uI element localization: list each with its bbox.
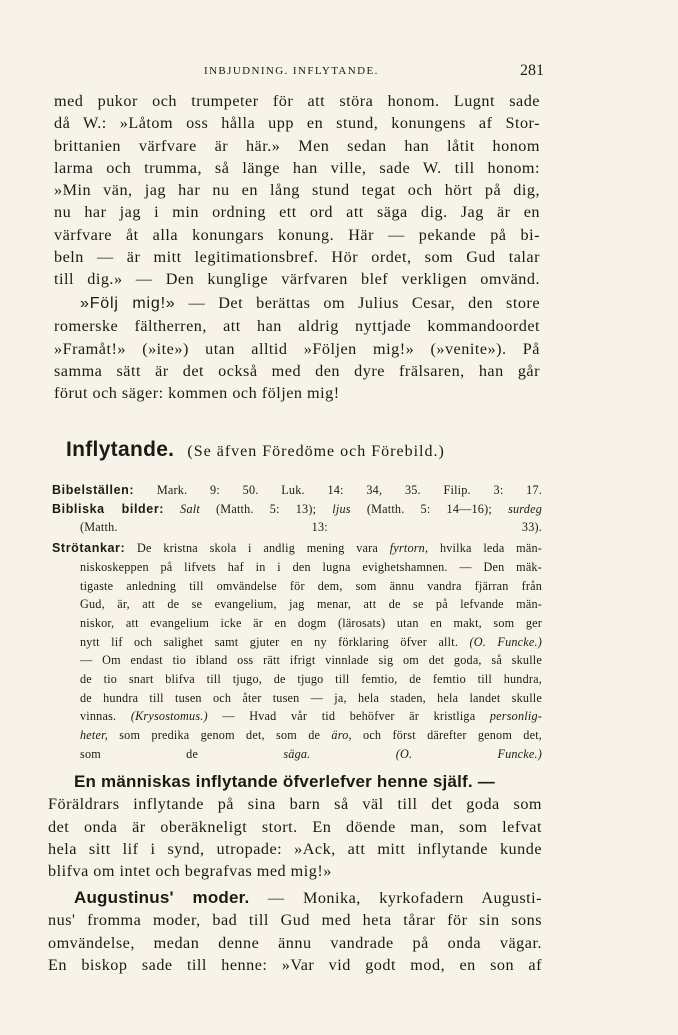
subsection-title: En människas inflytande öfverlefver henne själf. —	[74, 772, 495, 791]
text-fragment: och först därefter genom det,	[363, 728, 542, 743]
text-fragment: nytt lif och salighet samt gjuter en ny förklaring öfver allt.	[80, 634, 459, 649]
text-line: med pukor och trumpeter för att störa honom. Lugnt sade	[54, 92, 540, 110]
text-line: romerske fältherren, att han aldrig nyttjade kommandoordet	[54, 317, 540, 336]
text-line: nu har jag i min ordning ett ord att säga dig. Jag är en	[54, 203, 540, 222]
manniskas-paragraph	[48, 771, 542, 882]
attribution: (O. Funcke.)	[395, 746, 542, 761]
text-line: Föräldrars inflytande på sina barn så väl till det goda som	[48, 795, 542, 814]
text-fragment: som de	[80, 746, 199, 761]
section-note: (Se äfven Föredöme och Förebild.)	[187, 443, 445, 460]
term: heter,	[80, 728, 108, 743]
attribution: (O. Funcke.)	[469, 634, 542, 649]
text-line	[52, 633, 542, 652]
strotankar-line	[52, 539, 542, 558]
bibelstallen-text: Mark. 9: 50. Luk. 14: 34, 35. Filip. 3: 17.	[156, 483, 542, 497]
bibelstallen-label: Bibelställen:	[52, 483, 135, 497]
text-line: En biskop sade till henne: »Var vid godt mod, en son af	[48, 955, 542, 974]
text-line: — Om endast tio ibland oss rätt ifrigt vinnlade sig om det goda, så skulle	[80, 653, 542, 668]
text-line	[52, 707, 542, 726]
text-line: brittanien värfvare är här.» Men sedan han låtit honom	[54, 136, 540, 155]
text-line: larma och trumma, så länge han ville, sade W. till honom:	[54, 158, 540, 177]
text-line	[52, 745, 542, 764]
term: ljus	[332, 501, 351, 516]
reference-block	[52, 481, 542, 764]
running-head: INBJUDNING. INFLYTANDE.	[204, 65, 379, 77]
text-fragment: — Monika, kyrkofadern Augusti-	[267, 889, 542, 907]
section-heading	[66, 438, 546, 462]
text-fragment: hvilka leda män-	[439, 541, 542, 556]
section-title: Inflytande.	[66, 438, 175, 461]
text-line	[54, 292, 540, 315]
term: personlig-	[489, 709, 542, 724]
text-line: niskor, att evangelium icke är en dogm (lärosats) utan en makt, som ger	[80, 615, 542, 630]
text-fragment: — Hvad vår tid behöfver är kristliga	[222, 709, 476, 724]
text-line: de hundra till tusen och åter tusen — ja, hela staden, hela landet skulle	[80, 690, 542, 705]
text-line: »Min vän, jag har nu en lång stund tegat och hört på dig,	[54, 181, 540, 200]
augustinus-paragraph	[48, 887, 542, 976]
intro-paragraph	[54, 90, 540, 291]
page-number: 281	[520, 62, 544, 79]
text-line: de tio snart blifva till tjugo, de tjugo till femtio, de femtio till hundra,	[80, 672, 542, 687]
text-line: det onda är oberäkneligt stort. En döende man, som lefvat	[48, 817, 542, 836]
text-line: omvändelse, medan denne ännu vandrade på onda vägar.	[48, 933, 542, 952]
text-line: »Framåt!» (»ite») utan alltid »Följen mig!» (»venite»). På	[54, 339, 540, 358]
subsection-title: Augustinus' moder.	[74, 888, 250, 907]
term: säga.	[283, 746, 311, 761]
page-header	[0, 62, 678, 82]
text-fragment: vinnas.	[80, 709, 117, 724]
text-line: då W.: »Låtom oss hålla upp en stund, konungens af Stor-	[54, 114, 540, 133]
text-line: (Matth. 13: 33).	[80, 520, 542, 535]
ref: (Matth. 5: 14—16);	[366, 501, 492, 516]
attribution: (Krysostomus.)	[130, 709, 208, 724]
bibliska-bilder-label: Bibliska bilder:	[52, 501, 165, 516]
term: äro,	[331, 728, 352, 743]
bibelstallen-line	[52, 481, 542, 500]
text-line: Gud, är, att de se evangelium, jag menar, att de se på lefvande män-	[80, 597, 542, 612]
bibliska-bilder-line	[52, 500, 542, 519]
text-line: till dig.» — Den kunglige värfvaren blef verkligen omvänd.	[54, 270, 540, 289]
paragraph-lead: »Följ mig!»	[80, 295, 176, 312]
term: surdeg	[508, 501, 542, 516]
text-line: blifva om intet och begrafvas med mig!»	[48, 862, 332, 881]
text-fragment: — Det berättas om Julius Cesar, den store	[188, 294, 540, 312]
folj-mig-paragraph	[54, 292, 540, 404]
subhead-line	[48, 887, 542, 909]
ref: (Matth. 5: 13);	[216, 501, 317, 516]
text-fragment: De kristna skola i andlig mening vara	[137, 541, 378, 556]
text-line: tigaste anledning till omvändelse för dem, som ännu vandra fjärran från	[80, 578, 542, 593]
term: fyrtorn,	[389, 541, 429, 556]
text-line: förut och säger: kommen och följen mig!	[54, 384, 340, 403]
subhead-line	[48, 771, 542, 793]
text-line	[52, 726, 542, 745]
text-line: samma sätt är det också med den dyre frälsaren, han går	[54, 361, 540, 380]
text-fragment: som predika genom det, som de	[119, 728, 321, 743]
text-line: värfvare åt alla konungars konung. Här — pekande på bi-	[54, 225, 540, 244]
text-line: hela sitt lif i synd, utropade: »Ack, att mitt inflytande kunde	[48, 839, 542, 858]
term: Salt	[180, 501, 200, 516]
text-line: beln — är mitt legitimationsbref. Hör ordet, som Gud talar	[54, 248, 540, 267]
strotankar-label: Strötankar:	[52, 541, 126, 556]
text-line: nus' fromma moder, bad till Gud med heta tårar för sin sons	[48, 911, 542, 930]
text-line: niskoskeppen på lifvets haf in i den lugna evighetshamnen. — Den mäk-	[80, 559, 542, 574]
